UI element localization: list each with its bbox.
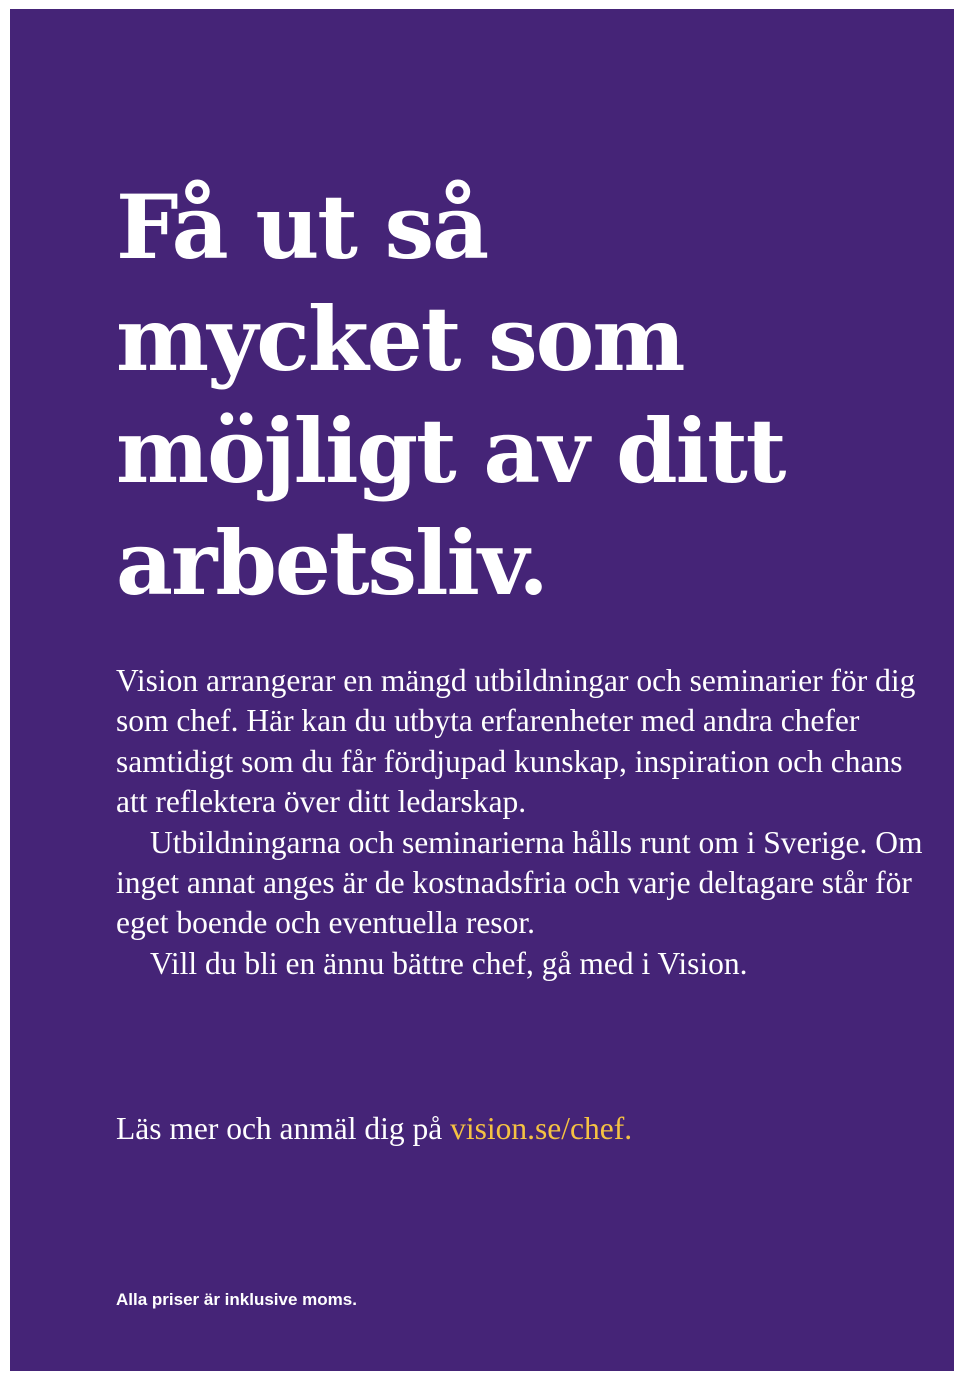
headline-line: möjligt av ditt: [116, 399, 785, 503]
body-paragraph: Vision arrangerar en mängd utbildningar och seminarier för dig som chef. Här kan du utbyta erfarenheter med andra chefer samtidigt som du får fördjupad kunskap, inspiration och chans att reflektera över ditt ledarskap.: [116, 663, 916, 820]
body-paragraph: Utbildningarna och seminarierna hålls runt om i Sverige. Om inget annat anges är de kostnadsfria och varje deltagare står för eget boende och eventuella resor.: [116, 824, 923, 941]
price-footnote: Alla priser är inklusive moms.: [116, 1290, 357, 1309]
headline-line: arbetsliv.: [116, 511, 547, 615]
headline: [116, 171, 916, 619]
vision-chef-link[interactable]: vision.se/chef.: [450, 1111, 633, 1146]
flyer-page: [10, 9, 954, 1371]
headline-line: mycket som: [116, 287, 684, 391]
call-to-action: [116, 1109, 936, 1149]
body-text: [116, 661, 936, 984]
cta-text: Läs mer och anmäl dig på: [116, 1111, 451, 1146]
body-paragraph: Vill du bli en ännu bättre chef, gå med i Vision.: [150, 945, 748, 981]
headline-line: Få ut så: [116, 175, 488, 279]
